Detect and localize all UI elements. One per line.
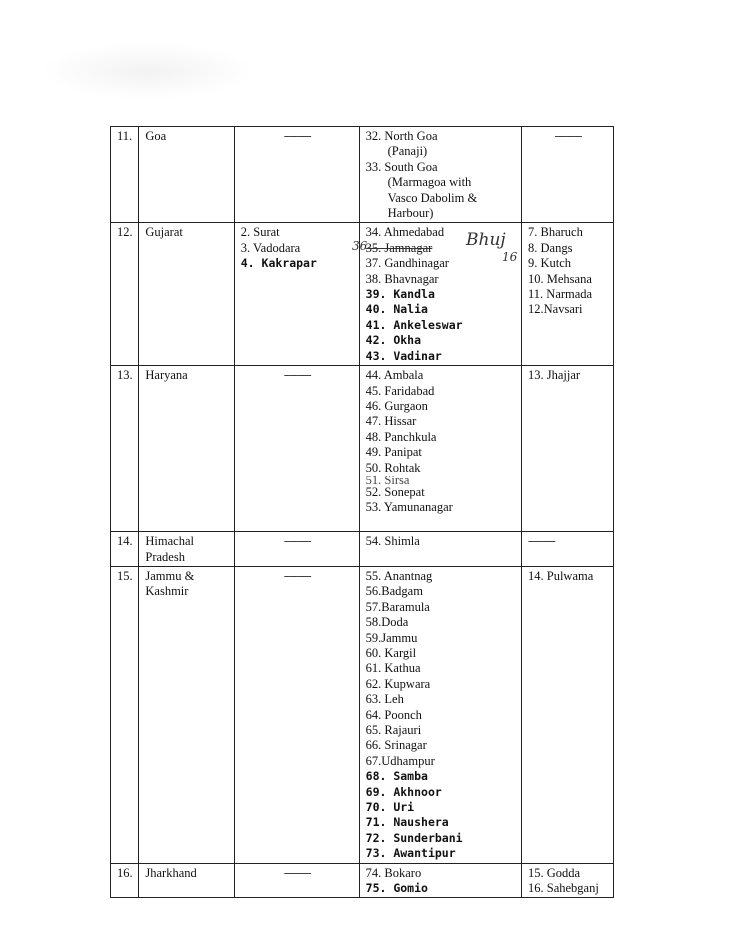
list-item: 10. Mehsana (528, 271, 592, 286)
list-item: 48. Panchkula (365, 429, 437, 444)
list-item: 60. Kargil (365, 645, 417, 660)
list-item: 51. Sirsa (365, 475, 410, 485)
district-list (522, 366, 614, 532)
list-item: (Marmagoa with (387, 175, 472, 190)
list-item: 39. Kandla (365, 287, 435, 302)
serial-number: 12. (111, 223, 139, 366)
list-item: 14. Pulwama (528, 568, 594, 583)
handwritten-mark: 16 (502, 250, 518, 264)
placeholder-dash: ---------- (234, 366, 359, 532)
placeholder-dash: ---------- (234, 127, 359, 223)
list-item: 73. Awantipur (365, 846, 456, 861)
list-item: 33. South Goa (365, 159, 438, 174)
serial-number: 14. (111, 532, 139, 567)
district-list (522, 566, 614, 863)
list-item: Harbour) (387, 206, 434, 221)
district-list (359, 366, 521, 532)
list-item: 61. Kathua (365, 661, 421, 676)
list-item: 40. Nalia (365, 302, 428, 317)
placeholder-dash: ---------- (522, 127, 614, 223)
district-list (359, 127, 521, 223)
table-row (111, 127, 614, 223)
list-item: 13. Jhajjar (528, 368, 581, 383)
state-name: Jharkhand (139, 863, 234, 898)
list-item: 67.Udhampur (365, 753, 435, 768)
list-item: 8. Dangs (528, 240, 573, 255)
list-item: 50. Rohtak (365, 460, 421, 475)
serial-number: 11. (111, 127, 139, 223)
list-item: 70. Uri (365, 800, 415, 814)
table-row (111, 863, 614, 898)
list-item: 53. Yamunanagar (365, 500, 453, 515)
list-item: 37. Gandhinagar (365, 256, 449, 271)
list-item: 63. Leh (365, 692, 404, 707)
placeholder-dash: ---------- (234, 532, 359, 567)
state-name: Gujarat (139, 223, 234, 366)
list-item: 2. Surat (240, 225, 280, 240)
handwritten-word: Bhuj (466, 230, 506, 250)
list-item: 12.Navsari (528, 302, 583, 317)
list-item: 43. Vadinar (365, 348, 442, 363)
list-item: 11. Narmada (528, 287, 593, 302)
list-item: 69. Akhnoor (365, 784, 442, 799)
list-item: 32. North Goa (365, 129, 438, 143)
state-name: Himachal Pradesh (139, 532, 234, 567)
list-item: 68. Samba (365, 769, 428, 784)
list-item: Vasco Dabolim & (387, 190, 478, 205)
list-item: 65. Rajauri (365, 722, 422, 737)
serial-number: 15. (111, 566, 139, 863)
state-name: Haryana (139, 366, 234, 532)
list-item: 4. Kakrapar (240, 256, 317, 271)
district-list (359, 863, 521, 898)
list-item: 9. Kutch (528, 256, 572, 271)
list-item: 15. Godda (528, 865, 581, 880)
list-item: 7. Bharuch (528, 225, 583, 240)
list-item: 71. Naushera (365, 815, 449, 830)
placeholder-dash: ---------- (234, 863, 359, 898)
list-item: 72. Sunderbani (365, 830, 463, 845)
list-item: 44. Ambala (365, 368, 424, 383)
list-item: 54. Shimla (365, 534, 420, 549)
list-item: 38. Bhavnagar (365, 271, 439, 286)
table-row (111, 532, 614, 567)
list-item: 35. Jamnagar (365, 240, 433, 255)
district-list (359, 566, 521, 863)
list-item: 74. Bokaro (365, 865, 422, 880)
list-item: 46. Gurgaon (365, 398, 428, 413)
city-list (234, 223, 359, 366)
scan-smudge (40, 42, 255, 100)
list-item: 42. Okha (365, 333, 422, 348)
list-item: 57.Baramula (365, 599, 430, 614)
district-list (522, 223, 614, 366)
list-item: 58.Doda (365, 615, 409, 630)
list-item: 64. Poonch (365, 707, 422, 722)
list-item: 66. Srinagar (365, 738, 427, 753)
list-item: 16. Sahebganj (528, 881, 599, 896)
list-item: (Panaji) (387, 144, 428, 159)
handwritten-number: 36 (352, 239, 368, 253)
list-item: 75. Gomio (365, 881, 428, 896)
list-item: 59.Jammu (365, 630, 418, 645)
list-item: 41. Ankeleswar (365, 317, 463, 332)
list-item: 55. Anantnag (365, 568, 433, 583)
table-row (111, 366, 614, 532)
list-item: 45. Faridabad (365, 383, 435, 398)
list-item: 52. Sonepat (365, 484, 425, 499)
list-item: 3. Vadodara (240, 240, 301, 255)
list-item: 34. Ahmedabad (365, 225, 445, 240)
placeholder-dash: ---------- (522, 532, 614, 567)
table-row (111, 566, 614, 863)
list-item: 56.Badgam (365, 584, 423, 599)
state-name: Jammu & Kashmir (139, 566, 234, 863)
state-name: Goa (139, 127, 234, 223)
serial-number: 13. (111, 366, 139, 532)
list-item: 47. Hissar (365, 414, 417, 429)
district-list (522, 863, 614, 898)
serial-number: 16. (111, 863, 139, 898)
placeholder-dash: ---------- (234, 566, 359, 863)
district-list (359, 532, 521, 567)
list-item: 62. Kupwara (365, 676, 431, 691)
list-item: 49. Panipat (365, 445, 422, 460)
